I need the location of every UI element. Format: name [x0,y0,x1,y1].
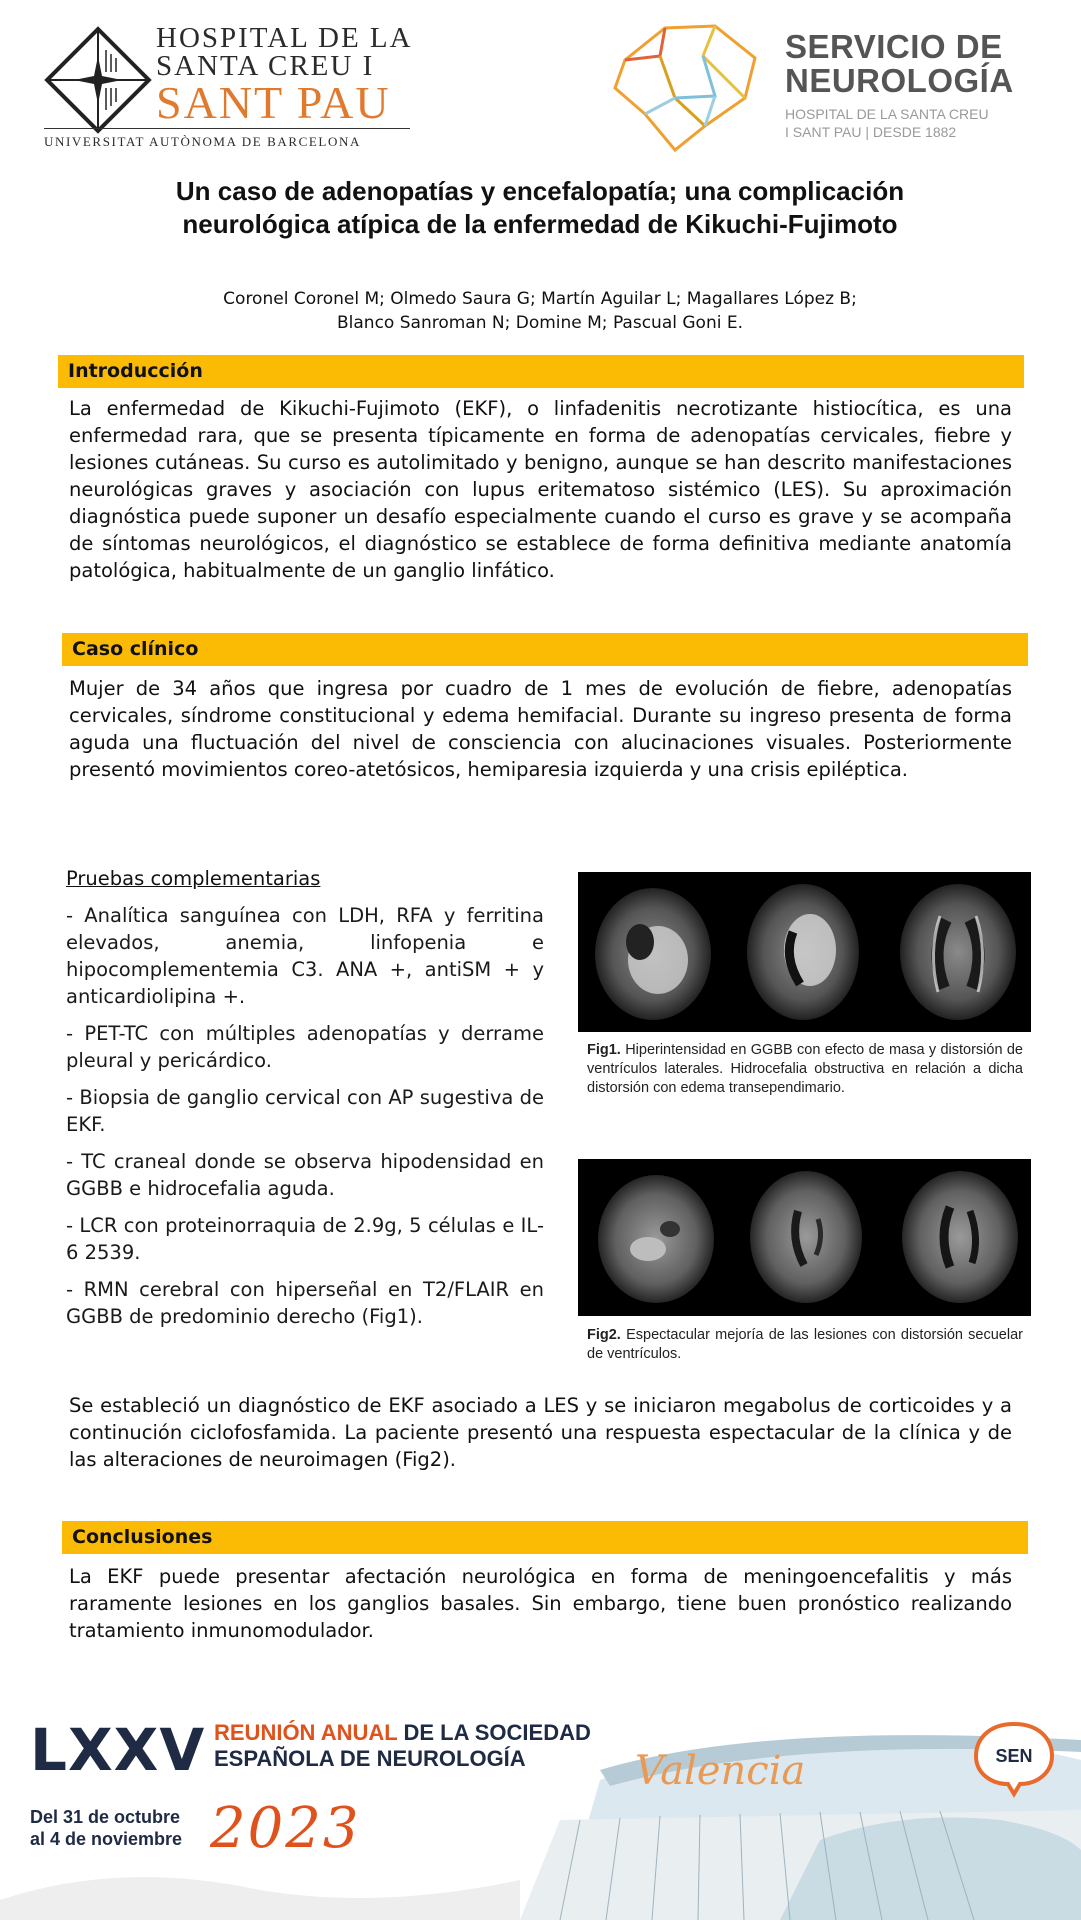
congress-footer [0,1700,1081,1920]
list-item: - LCR con proteinorraquia de 2.9g, 5 células e IL-6 2539. [66,1214,544,1264]
list-item: - RMN cerebral con hiperseñal en T2/FLAIR en GGBB de predominio derecho (Fig1). [66,1278,544,1328]
brain-mri-image [578,1159,1031,1316]
conclusions-text: La EKF puede presentar afectación neurológica en forma de meningoencefalitis y más raramente lesiones en los ganglios basales. Sin embargo, tiene buen pronóstico realizando tratamiento inmunomodulador. [69,1565,1012,1642]
figure-2-mri [578,1159,1031,1316]
tests-title: Pruebas complementarias [66,867,321,890]
congress-year: 2023 [210,1796,361,1861]
congress-city: Valencia [635,1748,806,1794]
figure-2-caption [587,1326,1023,1364]
case-heading: Caso clínico [62,633,1028,666]
brain-icon [605,18,765,153]
list-item: - Biopsia de ganglio cervical con AP sugestiva de EKF. [66,1086,544,1136]
congress-name-highlight: REUNIÓN ANUAL [214,1720,398,1745]
sen-logo [968,1718,1060,1798]
intro-text: La enfermedad de Kikuchi-Fujimoto (EKF), o linfadenitis necrotizante histiocítica, es una enfermedad rara, que se presenta típicamente en forma de adenopatías cervicales, fiebre y lesiones cutáneas. Su curso es autolimitado y benigno, aunque se han descrito manifestaciones neurológicas graves y asociación con lupus eritematoso sistémico (LES). Su aproximación diagnóstica puede suponer un desafío especialmente cuando el curso es grave y se acompaña de síntomas neurológicos, el diagnóstico se establece de forma definitiva mediante anatomía patológica, habitualmente de un ganglio linfático. [69,397,1012,582]
sen-logo-text: SEN [995,1746,1033,1766]
service-name-line2: NEUROLOGÍA [785,62,1014,99]
service-subtitle-line1: HOSPITAL DE LA SANTA CREU [785,106,989,122]
figure-1-caption-text: Hiperintensidad en GGBB con efecto de masa y distorsión de ventrículos laterales. Hidrocefalia obstructiva en relación a dicha distorsión con edema transependimario. [587,1042,1023,1096]
hospital-name-line2: SANTA CREU I [156,50,375,82]
hospital-seal-icon [44,26,152,134]
authors-line2: Blanco Sanroman N; Domine M; Pascual Goni E. [337,313,743,333]
edition-number: LXXV [30,1716,206,1784]
service-subtitle-line2: I SANT PAU | DESDE 1882 [785,124,957,140]
list-item: - TC craneal donde se observa hipodensidad en GGBB e hidrocefalia aguda. [66,1150,544,1200]
authors [140,287,940,335]
hospital-logo [44,20,414,150]
congress-name-rest: DE LA SOCIEDAD [397,1720,591,1745]
intro-heading: Introducción [58,355,1024,388]
hospital-name-line3: SANT PAU [156,77,391,128]
service-name-line1: SERVICIO DE [785,28,1003,65]
list-item: - Analítica sanguínea con LDH, RFA y ferritina elevados, anemia, linfopenia e hipocomplementemia C3. ANA +, antiSM + y anticardiolipina +. [66,904,544,1008]
figure-2-caption-text: Espectacular mejoría de las lesiones con distorsión secuelar de ventrículos. [587,1327,1023,1362]
figure-1-mri [578,872,1031,1032]
case-text: Mujer de 34 años que ingresa por cuadro de 1 mes de evolución de fiebre, adenopatías cervicales, síndrome constitucional y edema hemifacial. Durante su ingreso presenta de forma aguda una fluctuación del nivel de consciencia con alucinaciones visuales. Posteriormente presentó movimientos coreo-atetósicos, hemiparesia izquierda y una crisis epiléptica. [69,677,1012,781]
figure-1-caption [587,1041,1023,1098]
sen-logo-icon [968,1718,1060,1798]
tests-list [66,902,544,1340]
poster-title: Un caso de adenopatías y encefalopatía; una complicación neurológica atípica de la enfermedad de Kikuchi-Fujimoto [175,176,905,239]
congress-date-line2: al 4 de noviembre [30,1829,183,1849]
figure-2-label: Fig2. [587,1327,621,1343]
diagnosis-text: Se estableció un diagnóstico de EKF asociado a LES y se iniciaron megabolus de corticoides y a continución ciclofosfamida. La paciente presentó una respuesta espectacular de la clínica y de las alteraciones de neuroimagen (Fig2). [69,1394,1012,1471]
conclusions-heading: Conclusiones [62,1521,1028,1554]
divider [44,128,410,129]
list-item: - PET-TC con múltiples adenopatías y derrame pleural y pericárdico. [66,1022,544,1072]
hospital-name-line1: HOSPITAL DE LA [156,22,413,54]
congress-name-line1 [214,1720,591,1746]
authors-line1: Coronel Coronel M; Olmedo Saura G; Martín Aguilar L; Magallares López B; [223,289,857,309]
congress-name-line2: ESPAÑOLA DE NEUROLOGÍA [214,1746,526,1771]
university-name: UNIVERSITAT AUTÒNOMA DE BARCELONA [44,134,361,149]
congress-date-line1: Del 31 de octubre [30,1807,181,1827]
figure-1-label: Fig1. [587,1042,621,1058]
neurology-service-logo [605,18,1025,153]
brain-mri-image [578,872,1031,1032]
